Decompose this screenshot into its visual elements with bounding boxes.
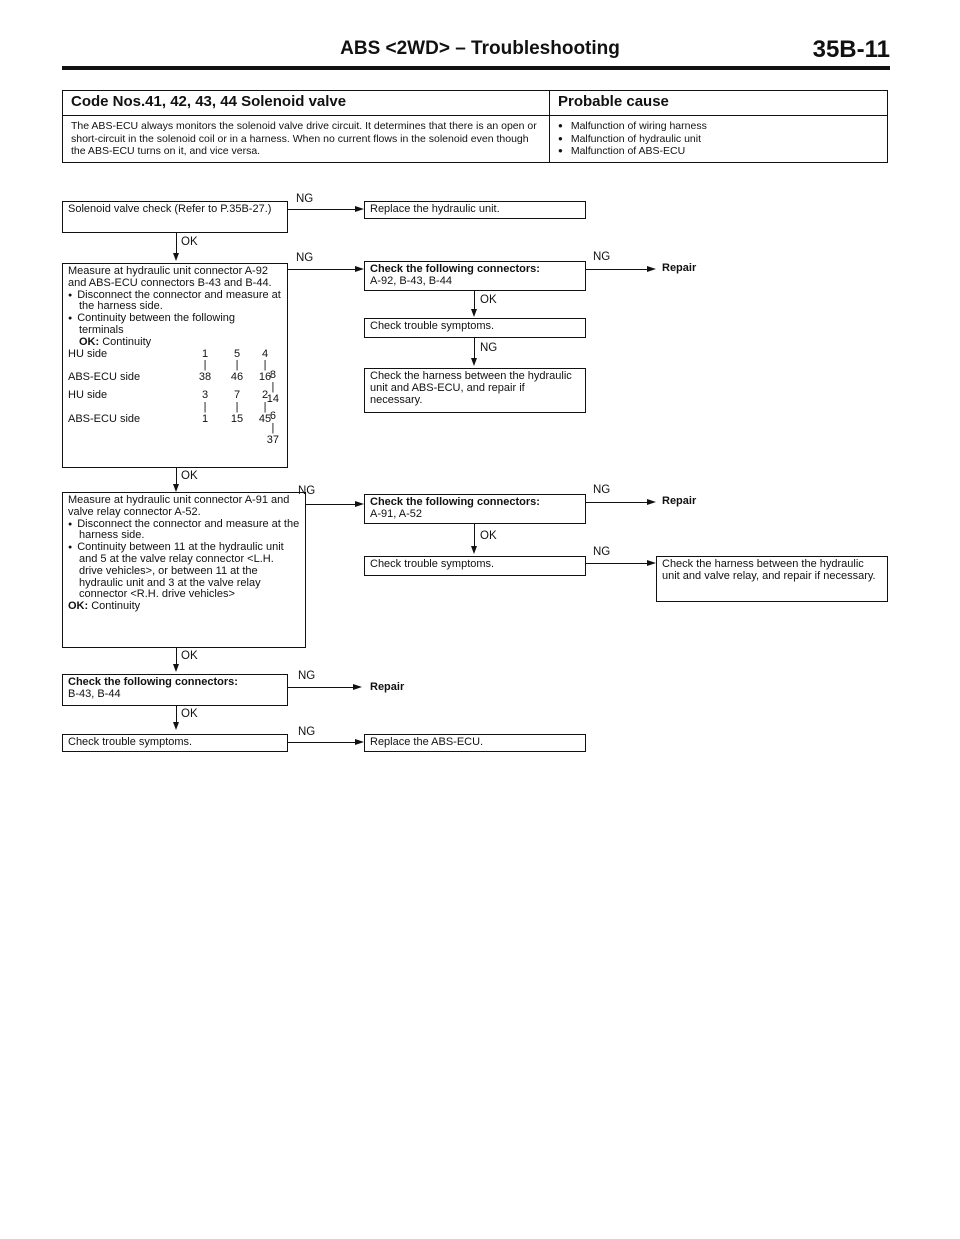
terminal-row-ecu-2: ABS-ECU side 1 15 45 bbox=[68, 412, 272, 425]
ng-label: NG bbox=[298, 485, 316, 497]
page-number: 35B-11 bbox=[812, 36, 890, 63]
check-connectors: A-92, B-43, B-44 bbox=[370, 274, 452, 287]
step1-text: Solenoid valve check (Refer to P.35B-27.) bbox=[68, 203, 272, 215]
step2-harness-text: Check the harness between the hydraulic unit and ABS-ECU, and repair if necessary. bbox=[370, 370, 572, 406]
terminal-row-bars-1: | | | bbox=[203, 359, 267, 372]
step4-box bbox=[62, 674, 288, 706]
terminal-col-4: 8 | 14 6 | 37 bbox=[266, 369, 279, 446]
code-description: The ABS-ECU always monitors the solenoid valve drive circuit. It determines that there is an open or short-circuit in the solenoid coil or in a harness. When no current flows in the solenoid even though the ABS-ECU turns on it, and vice versa. bbox=[63, 116, 550, 163]
ok-label: OK bbox=[181, 650, 198, 662]
step2-bullet: ● Disconnect the connector and measure at the harness side. bbox=[68, 290, 282, 314]
replace-hu-text: Replace the hydraulic unit. bbox=[370, 203, 500, 215]
arrow-head bbox=[355, 206, 364, 212]
step3-check-box bbox=[364, 494, 586, 524]
ng-label: NG bbox=[593, 546, 611, 558]
terminal-row-hu-2: HU side 3 7 2 bbox=[68, 388, 269, 401]
code-title: Code Nos.41, 42, 43, 44 Solenoid valve bbox=[63, 91, 550, 116]
ok-label: OK bbox=[181, 470, 198, 482]
connector-line bbox=[288, 209, 356, 210]
ok-label: OK bbox=[181, 708, 198, 720]
ok-value: Continuity bbox=[91, 600, 141, 613]
arrow-head bbox=[173, 664, 179, 672]
step5-box bbox=[62, 734, 288, 752]
check-connectors: A-91, A-52 bbox=[370, 507, 422, 520]
step2-box bbox=[62, 263, 288, 468]
arrow-head bbox=[647, 266, 656, 272]
step3-bullet: ● Continuity between 11 at the hydraulic unit and 5 at the valve relay connector <L.H. drive vehicles>, or between 11 at the hydraulic unit and 3 at the valve relay connector <R.H. drive vehicles> bbox=[68, 542, 300, 601]
arrow-head bbox=[471, 546, 477, 554]
connector-line bbox=[306, 504, 356, 505]
arrow-head bbox=[355, 266, 364, 272]
ok-label: OK bbox=[480, 530, 497, 542]
ok-value: Continuity bbox=[102, 335, 152, 348]
step2-check-box bbox=[364, 261, 586, 291]
terminal-row-hu-1: HU side 1 5 4 bbox=[68, 347, 269, 360]
step2-line: Measure at hydraulic unit connector A-92 and ABS-ECU connectors B-43 and B-44. bbox=[68, 265, 272, 289]
cause-item: ● Malfunction of hydraulic unit bbox=[558, 133, 879, 146]
step3-bullet: ● Disconnect the connector and measure at the harness side. bbox=[68, 519, 300, 543]
page-title: ABS <2WD> – Troubleshooting bbox=[340, 38, 620, 59]
arrow-head bbox=[173, 253, 179, 261]
step3-line: Measure at hydraulic unit connector A-91 and valve relay connector A-52. bbox=[68, 494, 290, 518]
connector-line bbox=[288, 269, 356, 270]
ng-label: NG bbox=[480, 342, 498, 354]
ng-label: NG bbox=[593, 251, 611, 263]
repair-label: Repair bbox=[370, 681, 405, 693]
ng-label: NG bbox=[298, 670, 316, 682]
arrow-head bbox=[647, 499, 656, 505]
repair-label: Repair bbox=[662, 495, 697, 507]
arrow-head bbox=[647, 560, 656, 566]
arrow-head bbox=[173, 722, 179, 730]
ok-label: OK bbox=[480, 294, 497, 306]
arrow-head bbox=[471, 358, 477, 366]
ok-key: OK: bbox=[68, 600, 89, 613]
ng-label: NG bbox=[593, 484, 611, 496]
connector-line bbox=[586, 563, 648, 564]
check-connectors: B-43, B-44 bbox=[68, 687, 121, 700]
cause-item: ● Malfunction of ABS-ECU bbox=[558, 145, 879, 158]
arrow-head bbox=[173, 484, 179, 492]
probable-cause-list bbox=[550, 116, 888, 163]
step3-harness-text: Check the harness between the hydraulic unit and valve relay, and repair if necessary. bbox=[662, 558, 876, 582]
check-title: Check the following connectors: bbox=[68, 676, 238, 688]
repair-label: Repair bbox=[662, 262, 697, 274]
check-symptoms-box bbox=[364, 556, 586, 576]
terminal-row-bars-2: | | | bbox=[203, 400, 267, 413]
step3-harness-box bbox=[656, 556, 888, 602]
arrow-head bbox=[471, 309, 477, 317]
connector-line bbox=[288, 687, 354, 688]
connector-line bbox=[586, 502, 648, 503]
step2-harness-box bbox=[364, 368, 586, 413]
arrow-head bbox=[355, 501, 364, 507]
replace-ecu-text: Replace the ABS-ECU. bbox=[370, 736, 484, 748]
arrow-head bbox=[355, 739, 364, 745]
code-table bbox=[62, 90, 888, 163]
terminal-row-ecu-1: ABS-ECU side 38 46 16 bbox=[68, 371, 272, 384]
check-title: Check the following connectors: bbox=[370, 263, 540, 275]
replace-hu-box bbox=[364, 201, 586, 219]
check-symptoms-text: Check trouble symptoms. bbox=[68, 736, 193, 748]
probable-cause-title: Probable cause bbox=[550, 91, 888, 116]
check-symptoms-text: Check trouble symptoms. bbox=[370, 558, 495, 570]
step2-bullet: ● Continuity between the following terminals bbox=[68, 313, 282, 337]
ng-label: NG bbox=[296, 252, 314, 264]
replace-ecu-box bbox=[364, 734, 586, 752]
connector-line bbox=[586, 269, 648, 270]
check-symptoms-box bbox=[364, 318, 586, 338]
ng-label: NG bbox=[298, 726, 316, 738]
arrow-head bbox=[353, 684, 362, 690]
cause-item: ● Malfunction of wiring harness bbox=[558, 120, 879, 133]
step3-box bbox=[62, 492, 306, 648]
connector-line bbox=[288, 742, 356, 743]
check-symptoms-text: Check trouble symptoms. bbox=[370, 320, 495, 332]
ok-key: OK: bbox=[79, 335, 100, 348]
ng-label: NG bbox=[296, 193, 314, 205]
step1-box bbox=[62, 201, 288, 233]
header-rule bbox=[62, 66, 890, 70]
check-title: Check the following connectors: bbox=[370, 496, 540, 508]
ok-label: OK bbox=[181, 236, 198, 248]
